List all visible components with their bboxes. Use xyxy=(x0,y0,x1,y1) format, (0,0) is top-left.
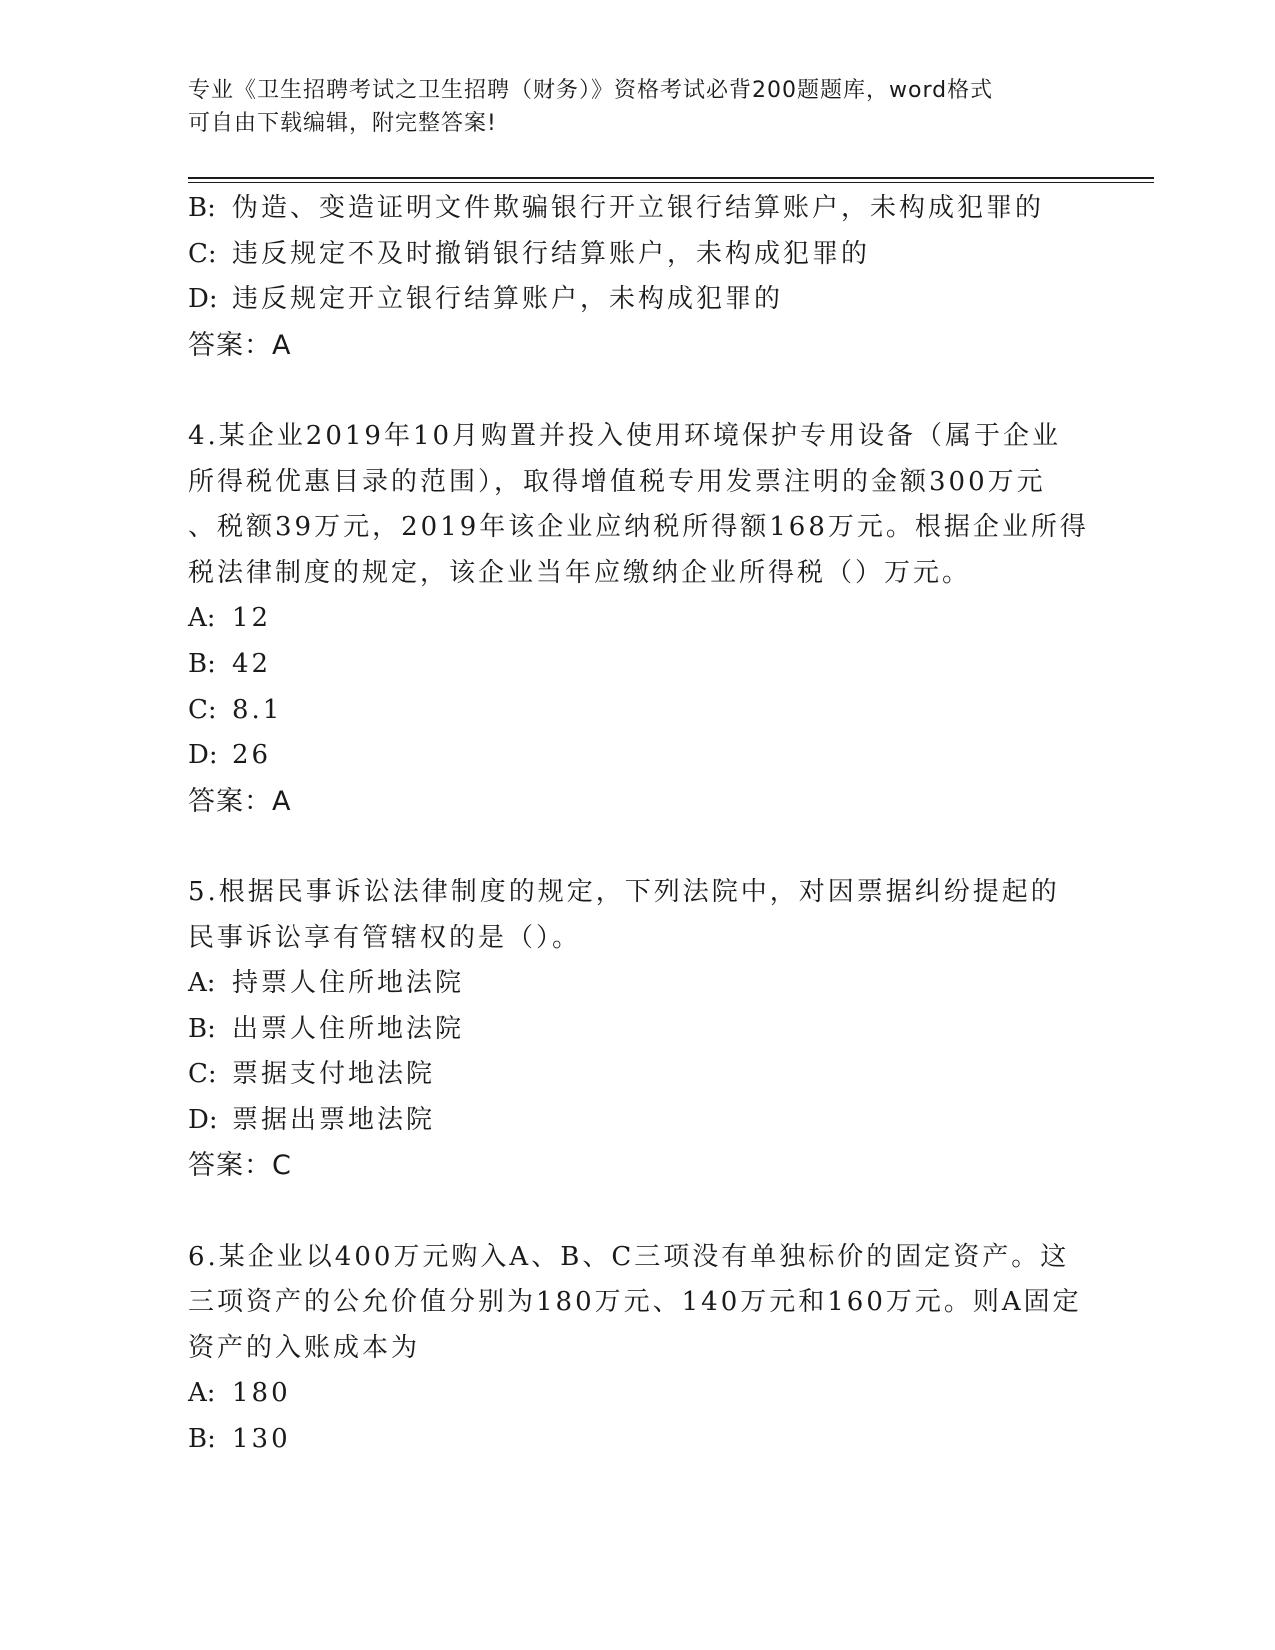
option-a: A: 持票人住所地法院 xyxy=(188,968,465,999)
header-divider-thick xyxy=(188,177,1154,179)
header-divider-thin xyxy=(188,182,1154,183)
header-subtitle-line: 可自由下载编辑，附完整答案! xyxy=(188,111,497,136)
document-header xyxy=(188,74,1088,140)
option-c: C: 票据支付地法院 xyxy=(188,1059,436,1090)
option-b: B: 伪造、变造证明文件欺骗银行开立银行结算账户，未构成犯罪的 xyxy=(188,193,1045,223)
question-6 xyxy=(188,1235,1088,1463)
option-b: B: 出票人住所地法院 xyxy=(188,1013,465,1044)
question-stem-line: 资产的入账成本为 xyxy=(188,1332,421,1363)
question-stem-line: 税法律制度的规定，该企业当年应缴纳企业所得税（）万元。 xyxy=(188,557,972,588)
header-title-line: 专业《卫生招聘考试之卫生招聘（财务）》资格考试必背200题题库，word格式 xyxy=(188,78,994,103)
option-b: B: 42 xyxy=(188,648,272,679)
answer: 答案：C xyxy=(188,1150,292,1182)
question-stem-line: 4.某企业2019年10月购置并投入使用环境保护专用设备（属于企业 xyxy=(188,420,1062,451)
question-stem-line: 民事诉讼享有管辖权的是（）。 xyxy=(188,922,582,953)
option-d: D: 违反规定开立银行结算账户，未构成犯罪的 xyxy=(188,284,784,315)
question-stem-line: 5.根据民事诉讼法律制度的规定，下列法院中，对因票据纠纷提起的 xyxy=(188,876,1060,907)
question-3 xyxy=(188,186,1088,368)
option-a: A: 12 xyxy=(188,603,272,634)
question-stem-line: 6.某企业以400万元购入A、B、C三项没有单独标价的固定资产。这 xyxy=(188,1241,1070,1272)
option-d: D: 26 xyxy=(188,740,272,771)
answer: 答案：A xyxy=(188,329,292,361)
question-stem-line: 、税额39万元，2019年该企业应纳税所得额168万元。根据企业所得 xyxy=(188,512,1089,543)
question-stem-line: 三项资产的公允价值分别为180万元、140万元和160万元。则A固定 xyxy=(188,1287,1082,1318)
option-a: A: 180 xyxy=(188,1378,291,1409)
question-5 xyxy=(188,870,1088,1189)
question-4 xyxy=(188,414,1088,824)
answer: 答案：A xyxy=(188,785,292,817)
option-b: B: 130 xyxy=(188,1424,291,1455)
option-c: C: 8.1 xyxy=(188,694,283,725)
question-stem-line: 所得税优惠目录的范围），取得增值税专用发票注明的金额300万元 xyxy=(188,466,1046,497)
question-list xyxy=(188,186,1088,1463)
option-d: D: 票据出票地法院 xyxy=(188,1104,436,1135)
option-c: C: 违反规定不及时撤销银行结算账户，未构成犯罪的 xyxy=(188,238,871,269)
